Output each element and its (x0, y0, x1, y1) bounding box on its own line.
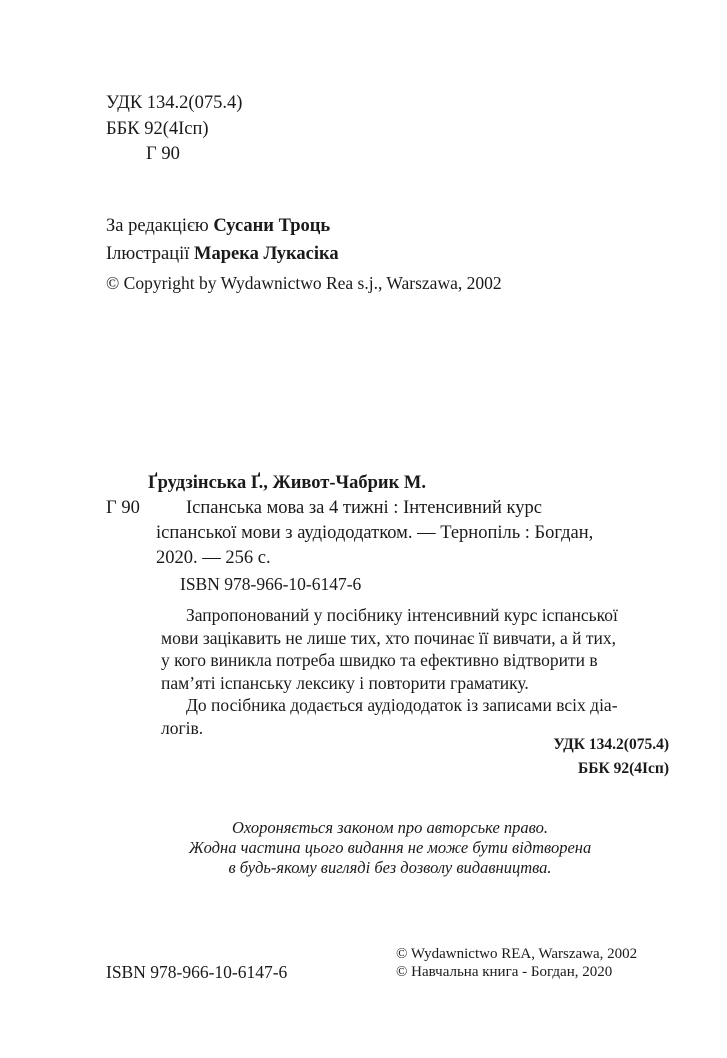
udk-code: УДК 134.2(075.4) (106, 93, 243, 113)
annotation-line: логів. (161, 717, 204, 738)
legal-notice (140, 818, 640, 878)
title-line-1: Іспанська мова за 4 тижні : Інтенсивний курс (186, 498, 542, 518)
title-line-2: іспанської мови з аудіододатком. — Тернопіль : Богдан, (156, 523, 594, 543)
editor-name: Сусани Троць (213, 216, 331, 236)
editor-prefix: За редакцією (106, 216, 209, 236)
annotation-bbk: ББК 92(4Ісп) (577, 760, 669, 777)
record-mark: Г 90 (106, 498, 140, 518)
author-mark: Г 90 (146, 144, 180, 164)
annotation-paragraph-1 (161, 604, 670, 694)
annotation-line: Запропонований у посібнику інтенсивний курс іспанської (186, 605, 618, 625)
footer-copyright-rea: © Wydawnictwo REA, Warszawa, 2002 (396, 946, 638, 962)
bbk-code: ББК 92(4Ісп) (106, 119, 209, 139)
illustrator-credit (106, 243, 339, 265)
legal-notice-line-3: в будь-якому вигляді без дозволу видавництва. (228, 858, 552, 877)
legal-notice-line-2: Жодна частина цього видання не може бути відтворена (188, 838, 592, 857)
annotation-line: пам’яті іспанську лексику і повторити граматику. (161, 672, 529, 693)
annotation-line: До посібника додається аудіододаток із записами всіх діа- (186, 695, 618, 715)
footer-isbn: ISBN 978-966-10-6147-6 (106, 962, 288, 982)
annotation-line: мови зацікавить не лише тих, хто починає її вивчати, а й тих, (161, 627, 617, 648)
copyright-rea: © Copyright by Wydawnictwo Rea s.j., Warszawa, 2002 (106, 273, 502, 293)
authors: Ґрудзінська Ґ., Живот-Чабрик М. (148, 473, 426, 493)
editor-credit (106, 215, 330, 237)
title-line-3: 2020. — 256 с. (156, 548, 271, 568)
illustrator-prefix: Ілюстрації (106, 244, 190, 264)
legal-notice-line-1: Охороняється законом про авторське право. (231, 818, 549, 837)
footer-copyright-bogdan: © Навчальна книга - Богдан, 2020 (396, 964, 613, 980)
annotation-line: у кого виникла потреба швидко та ефективно відтворити в (161, 650, 598, 670)
illustrator-name: Марека Лукасіка (194, 244, 339, 264)
annotation-udk: УДК 134.2(075.4) (553, 736, 669, 753)
record-isbn: ISBN 978-966-10-6147-6 (180, 574, 362, 594)
authors-heading (148, 472, 426, 494)
